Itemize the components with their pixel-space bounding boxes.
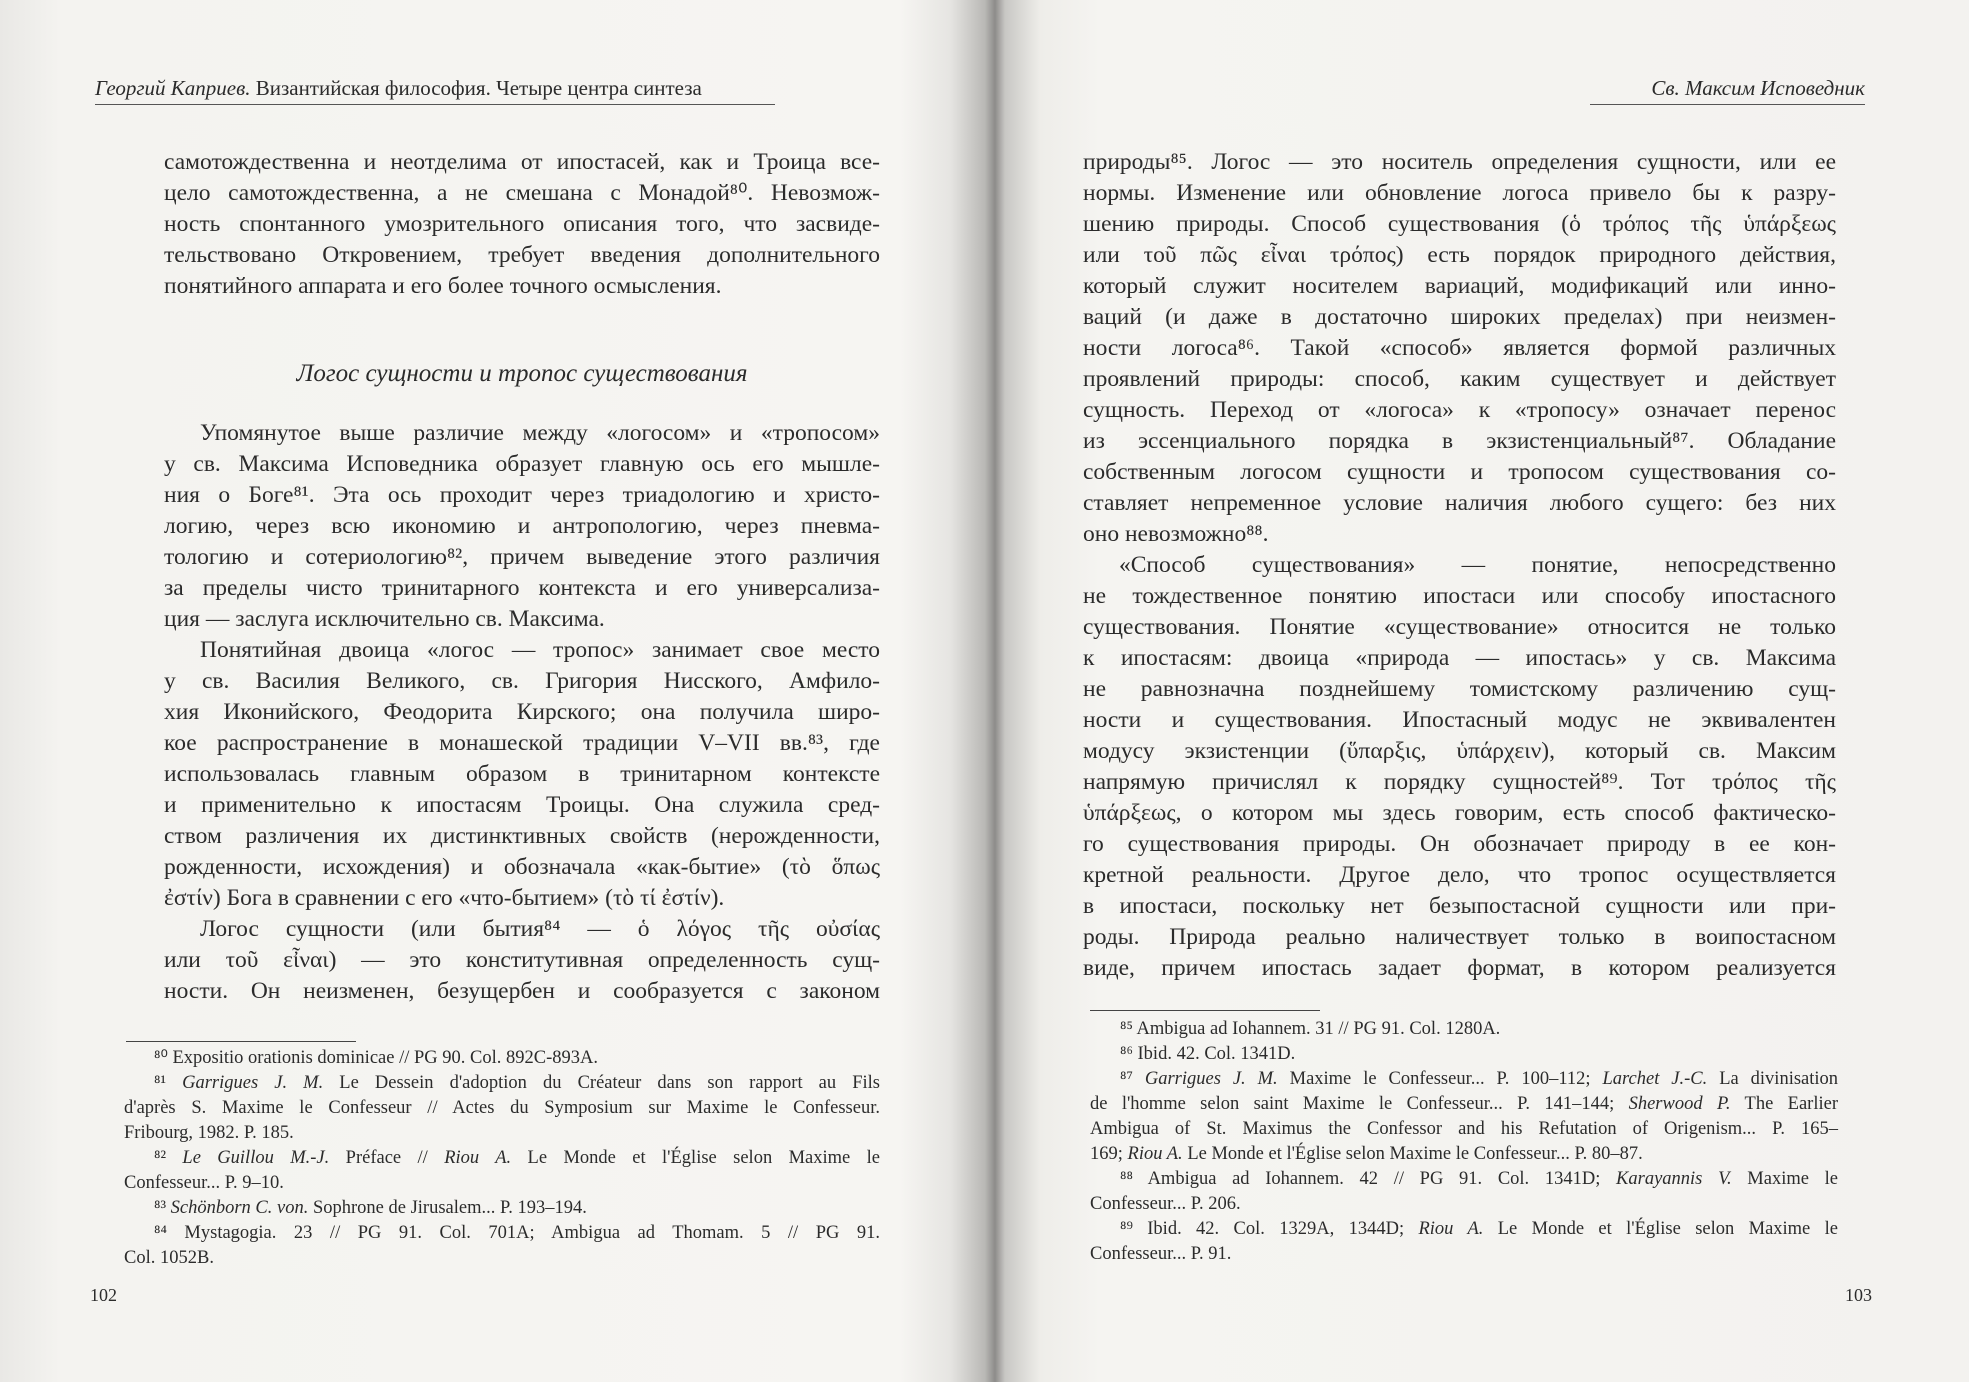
text-line: модусу экзистенции (ὕπαρξις, ὑπάρχειν), который св. Максим <box>1083 738 1836 764</box>
text-line: к ипостасям: двоица «природа — ипостась» у св. Максима <box>1083 645 1836 671</box>
text-line: Понятийная двоица «логос — тропос» занимает свое место <box>200 637 880 663</box>
footnote-line <box>124 1246 880 1271</box>
text-line: ством различения их дистинктивных свойств (нерожденности, <box>164 823 880 849</box>
text-line: и применительно к ипостасям Троицы. Она служила сред- <box>164 792 880 818</box>
text-line: ваций (и даже в достаточно широких пределах) при неизмен- <box>1083 304 1836 330</box>
footnote-line <box>1090 1167 1838 1192</box>
running-header-left <box>95 76 702 101</box>
citation-author: Karayannis V. <box>1616 1169 1732 1189</box>
text-line: у св. Василия Великого, св. Григория Нисского, Амфило- <box>164 668 880 694</box>
citation-author: Garrigues J. M. <box>182 1073 324 1093</box>
body-text-main <box>164 418 880 1007</box>
footnote-line <box>1090 1142 1838 1167</box>
footnote-text: ⁸⁴ Mystagogia. 23 // PG 91. Col. 701A; Ambigua ad Thomam. 5 // PG 91. <box>154 1223 880 1243</box>
text-line: ция — заслуга исключительно св. Максима. <box>164 606 605 632</box>
page-number-left: 102 <box>90 1285 117 1305</box>
footnote-line <box>124 1121 880 1146</box>
text-line: природы⁸⁵. Логос — это носитель определения сущности, или ее <box>1083 149 1836 175</box>
text-line: виде, причем ипостась задает формат, в котором реализуется <box>1083 955 1836 981</box>
footnote-text: Le Monde et l'Église selon Maxime le Confesseur... P. 80–87. <box>1182 1144 1643 1164</box>
footnote-line <box>1090 1067 1838 1092</box>
text-line: не тождественное понятию ипостаси или способу ипостасного <box>1083 583 1836 609</box>
footnote-text: ⁸⁷ <box>1120 1069 1145 1089</box>
section-heading: Логос сущности и тропос существования <box>296 360 748 387</box>
text-line: роды. Природа реально наличествует только в воипостасном <box>1083 924 1836 950</box>
footnote-line <box>124 1171 880 1196</box>
footnotes-right <box>1090 1017 1838 1267</box>
citation-author: Schönborn C. von. <box>170 1198 309 1218</box>
footnote-text: Ambigua of St. Maximus the Confessor and his Refutation of Origenism... P. 165– <box>1090 1119 1838 1139</box>
footnote-line <box>124 1221 880 1246</box>
footnote-line <box>124 1096 880 1121</box>
text-line: из эссенциального порядка в экзистенциальный⁸⁷. Обладание <box>1083 428 1836 454</box>
footnotes-left <box>124 1046 880 1271</box>
footnote-text: Col. 1052B. <box>124 1248 214 1268</box>
footnote-text: ⁸⁰ Expositio orationis dominicae // PG 90. Col. 892C-893A. <box>154 1048 598 1068</box>
footnote-rule <box>126 1041 356 1042</box>
text-line: ность спонтанного умозрительного описания того, что засвиде- <box>164 211 880 237</box>
text-line: существования. Понятие «существование» относится не только <box>1083 614 1836 640</box>
citation-author: Sherwood P. <box>1628 1094 1731 1114</box>
text-line: кретной реальности. Другое дело, что тропос осуществляется <box>1083 862 1836 888</box>
citation-author: Riou A. <box>1127 1144 1183 1164</box>
citation-author: Garrigues J. M. <box>1144 1069 1278 1089</box>
footnote-text: Confesseur... P. 9–10. <box>124 1173 284 1193</box>
text-line: собственным логосом сущности и тропосом существования со- <box>1083 459 1836 485</box>
text-line: который служит носителем вариаций, модификаций или инно- <box>1083 273 1836 299</box>
text-line: ставляет непременное условие наличия любого сущего: без них <box>1083 490 1836 516</box>
footnote-text: 169; <box>1090 1144 1128 1164</box>
text-line: цело самотождественна, а не смешана с Монадой⁸⁰. Невозмож- <box>164 180 880 206</box>
text-line: или τοῦ εἶναι) — это конститутивная определенность сущ- <box>164 947 880 973</box>
footnote-rule <box>1090 1010 1320 1011</box>
text-line: Упомянутое выше различие между «логосом» и «тропосом» <box>200 420 880 446</box>
text-line: логию, через всю икономию и антропологию, через пневма- <box>164 513 880 539</box>
text-line: оно невозможно⁸⁸. <box>1083 521 1269 547</box>
text-line: ния о Боге⁸¹. Эта ось проходит через триадологию и христо- <box>164 482 880 508</box>
body-text-top <box>164 147 880 302</box>
footnote-text: Sophrone de Jirusalem... P. 193–194. <box>308 1198 587 1218</box>
text-line: ности и существования. Ипостасный модус не эквивалентен <box>1083 707 1836 733</box>
body-text <box>1083 147 1836 984</box>
citation-author: Riou A. <box>444 1148 512 1168</box>
footnote-text: Confesseur... P. 91. <box>1090 1244 1232 1264</box>
text-line: или τοῦ πῶς εἶναι τρόπος) есть порядок природного действия, <box>1083 242 1836 268</box>
text-line: ности логоса⁸⁶. Такой «способ» является формой различных <box>1083 335 1836 361</box>
footnote-text: d'après S. Maxime le Confesseur // Actes du Symposium sur Maxime le Confesseur. <box>124 1098 880 1118</box>
footnote-line <box>124 1196 880 1221</box>
text-line: ὑπάρξεως, о котором мы здесь говорим, есть способ фактическо- <box>1083 800 1836 826</box>
footnote-line <box>124 1071 880 1096</box>
footnote-text: Le Monde et l'Église selon Maxime le <box>511 1148 880 1168</box>
citation-author: Le Guillou M.-J. <box>182 1148 330 1168</box>
header-book-title: Византийская философия. Четыре центра синтеза <box>250 76 702 100</box>
footnote-text: ⁸⁹ Ibid. 42. Col. 1329A, 1344D; <box>1120 1219 1419 1239</box>
footnote-text: La divinisation <box>1707 1069 1839 1089</box>
footnote-text: ⁸¹ <box>154 1073 183 1093</box>
citation-author: Larchet J.-C. <box>1602 1069 1708 1089</box>
footnote-text: The Earlier <box>1730 1094 1838 1114</box>
footnote-line <box>1090 1242 1838 1267</box>
footnote-line <box>1090 1192 1838 1217</box>
footnote-text: ⁸³ <box>154 1198 171 1218</box>
footnote-text: Fribourg, 1982. P. 185. <box>124 1123 294 1143</box>
text-line: тельствовано Откровением, требует введения дополнительного <box>164 242 880 268</box>
footnote-text: Le Monde et l'Église selon Maxime le <box>1483 1219 1838 1239</box>
text-line: понятийного аппарата и его более точного осмысления. <box>164 273 722 299</box>
page-number-right: 103 <box>1845 1285 1872 1305</box>
citation-author: Riou A. <box>1418 1219 1484 1239</box>
text-line: у св. Максима Исповедника образует главную ось его мышле- <box>164 451 880 477</box>
footnote-line <box>124 1046 880 1071</box>
footnote-text: de l'homme selon saint Maxime le Confesseur... P. 141–144; <box>1090 1094 1629 1114</box>
text-line: кое распространение в монашеской традиции V–VII вв.⁸³, где <box>164 730 880 756</box>
footnote-text: Maxime le Confesseur... P. 100–112; <box>1277 1069 1603 1089</box>
text-line: тологию и сотериологию⁸², причем выведение этого различия <box>164 544 880 570</box>
footnote-line <box>1090 1092 1838 1117</box>
text-line: нормы. Изменение или обновление логоса привело бы к разру- <box>1083 180 1836 206</box>
header-rule <box>1590 104 1865 105</box>
footnote-text: Préface // <box>329 1148 445 1168</box>
text-line: самотождественна и неотделима от ипостасей, как и Троица все- <box>164 149 880 175</box>
text-line: в ипостаси, поскольку нет безыпостасной сущности или при- <box>1083 893 1836 919</box>
footnote-text: ⁸² <box>154 1148 183 1168</box>
text-line: ἐστίν) Бога в сравнении с его «что-бытием» (τὸ τί ἐστίν). <box>164 885 725 911</box>
text-line: за пределы чисто тринитарного контекста и его универсализа- <box>164 575 880 601</box>
text-line: го существования природы. Он обозначает природу в ее кон- <box>1083 831 1836 857</box>
footnote-line <box>1090 1217 1838 1242</box>
text-line: «Способ существования» — понятие, непосредственно <box>1119 552 1836 578</box>
header-rule <box>95 104 775 105</box>
text-line: сущность. Переход от «логоса» к «тропосу» означает перенос <box>1083 397 1836 423</box>
text-line: шению природы. Способ существования (ὁ τρόπος τῆς ὑπάρξεως <box>1083 211 1836 237</box>
running-header-right: Св. Максим Исповедник <box>1651 76 1865 100</box>
footnote-line <box>1090 1017 1838 1042</box>
footnote-text: Confesseur... P. 206. <box>1090 1194 1241 1214</box>
text-line: не равнозначна позднейшему томистскому различению сущ- <box>1083 676 1836 702</box>
text-line: проявлений природы: способ, каким существует и действует <box>1083 366 1836 392</box>
footnote-text: Le Dessein d'adoption du Créateur dans son rapport au Fils <box>323 1073 880 1093</box>
footnote-line <box>1090 1117 1838 1142</box>
footnote-text: Maxime le <box>1731 1169 1838 1189</box>
text-line: хия Иконийского, Феодорита Кирского; она получила широ- <box>164 699 880 725</box>
footnote-line <box>124 1146 880 1171</box>
footnote-text: ⁸⁸ Ambigua ad Iohannem. 42 // PG 91. Col. 1341D; <box>1120 1169 1617 1189</box>
footnote-text: ⁸⁶ Ibid. 42. Col. 1341D. <box>1120 1044 1296 1064</box>
footnote-line <box>1090 1042 1838 1067</box>
text-line: использовалась главным образом в тринитарном контексте <box>164 761 880 787</box>
text-line: напрямую причислял к порядку сущностей⁸⁹. Тот τρόπος τῆς <box>1083 769 1836 795</box>
text-line: рожденности, исхождения) и обозначала «как-бытие» (τὸ ὅπως <box>164 854 880 880</box>
text-line: ности. Он неизменен, безущербен и сообразуется с законом <box>164 978 880 1004</box>
header-author: Георгий Каприев. <box>95 76 251 100</box>
text-line: Логос сущности (или бытия⁸⁴ — ὁ λόγος τῆς οὐσίας <box>200 916 880 942</box>
footnote-text: ⁸⁵ Ambigua ad Iohannem. 31 // PG 91. Col. 1280A. <box>1120 1019 1501 1039</box>
